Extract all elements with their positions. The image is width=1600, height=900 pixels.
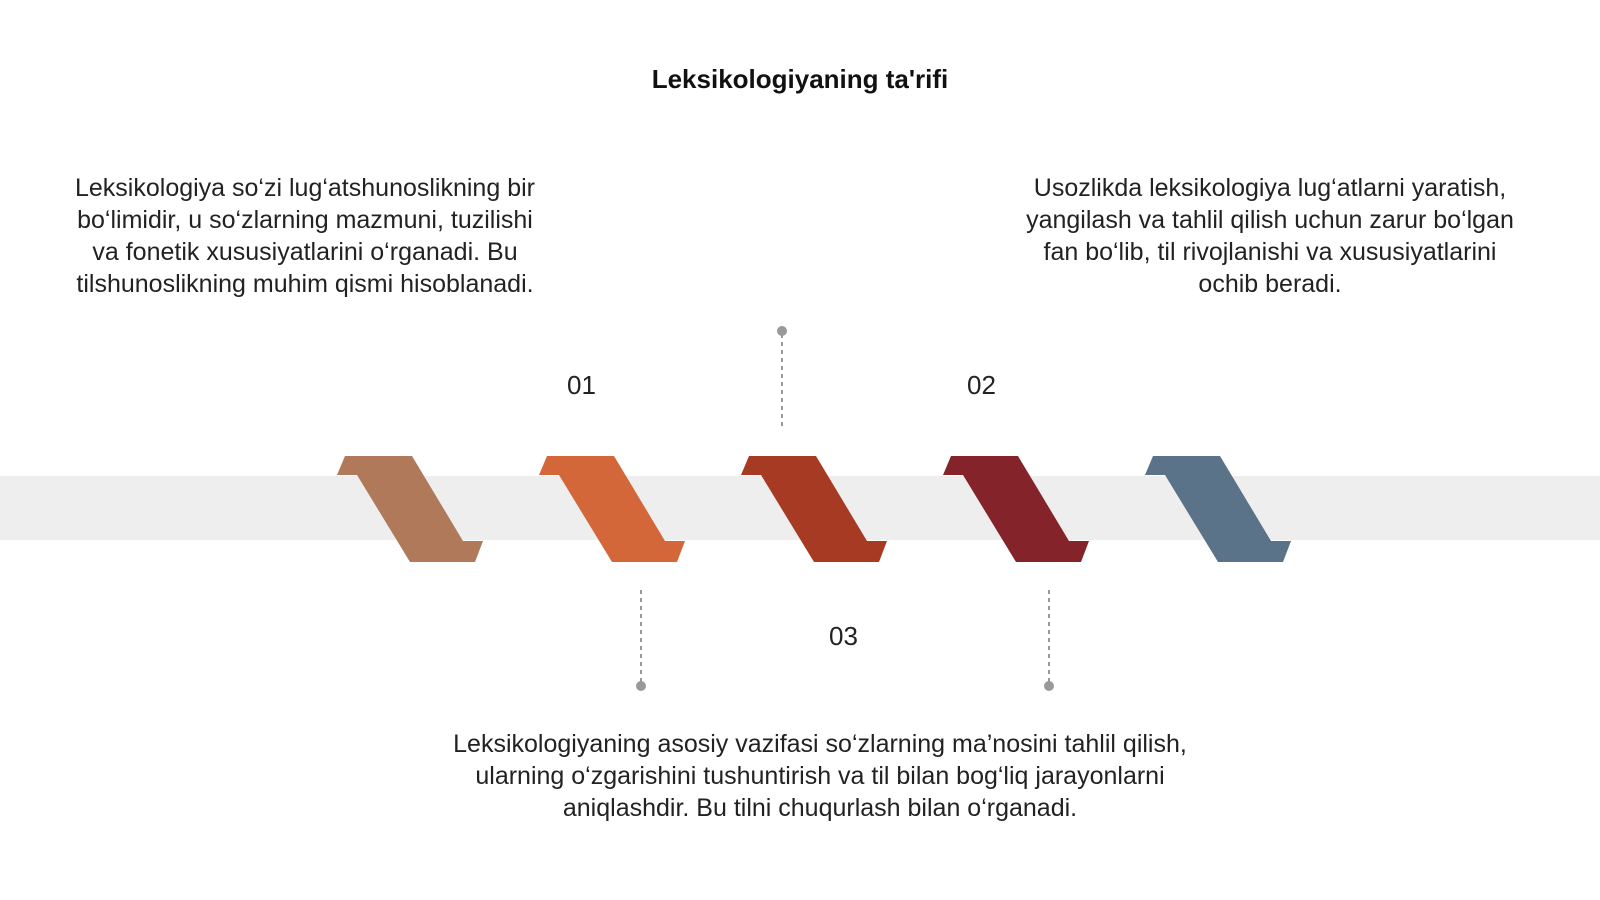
connector-dot-top xyxy=(777,326,787,336)
page-title: Leksikologiyaning ta'rifi xyxy=(651,64,949,94)
step-02-description: Usozlikda leksikologiya lug‘atlarni yaratish, yangilash va tahlil qilish uchun zarur bo‘lgan fan bo‘lib, til rivojlanishi va xususiyatlarini ochib beradi. xyxy=(1026,174,1514,298)
step-01-number: 01 xyxy=(567,370,596,400)
step-01-description: Leksikologiya so‘zi lug‘atshunoslikning bir bo‘limidir, u so‘zlarning mazmuni, tuzilishi va fonetik xususiyatlarini o‘rganadi. Bu tilshunoslikning muhim qismi hisoblanadi. xyxy=(75,174,535,298)
step-03-description: Leksikologiyaning asosiy vazifasi so‘zlarning ma’nosini tahlil qilish, ularning o‘zgarishini tushuntirish va til bilan bog‘liq jarayonlarni aniqlashdir. Bu tilni chuqurlash bilan o‘rganadi. xyxy=(453,730,1187,822)
connector-dot-bottom-left xyxy=(636,681,646,691)
step-03-number: 03 xyxy=(829,621,858,651)
connector-dot-bottom-right xyxy=(1044,681,1054,691)
step-02-number: 02 xyxy=(967,370,996,400)
